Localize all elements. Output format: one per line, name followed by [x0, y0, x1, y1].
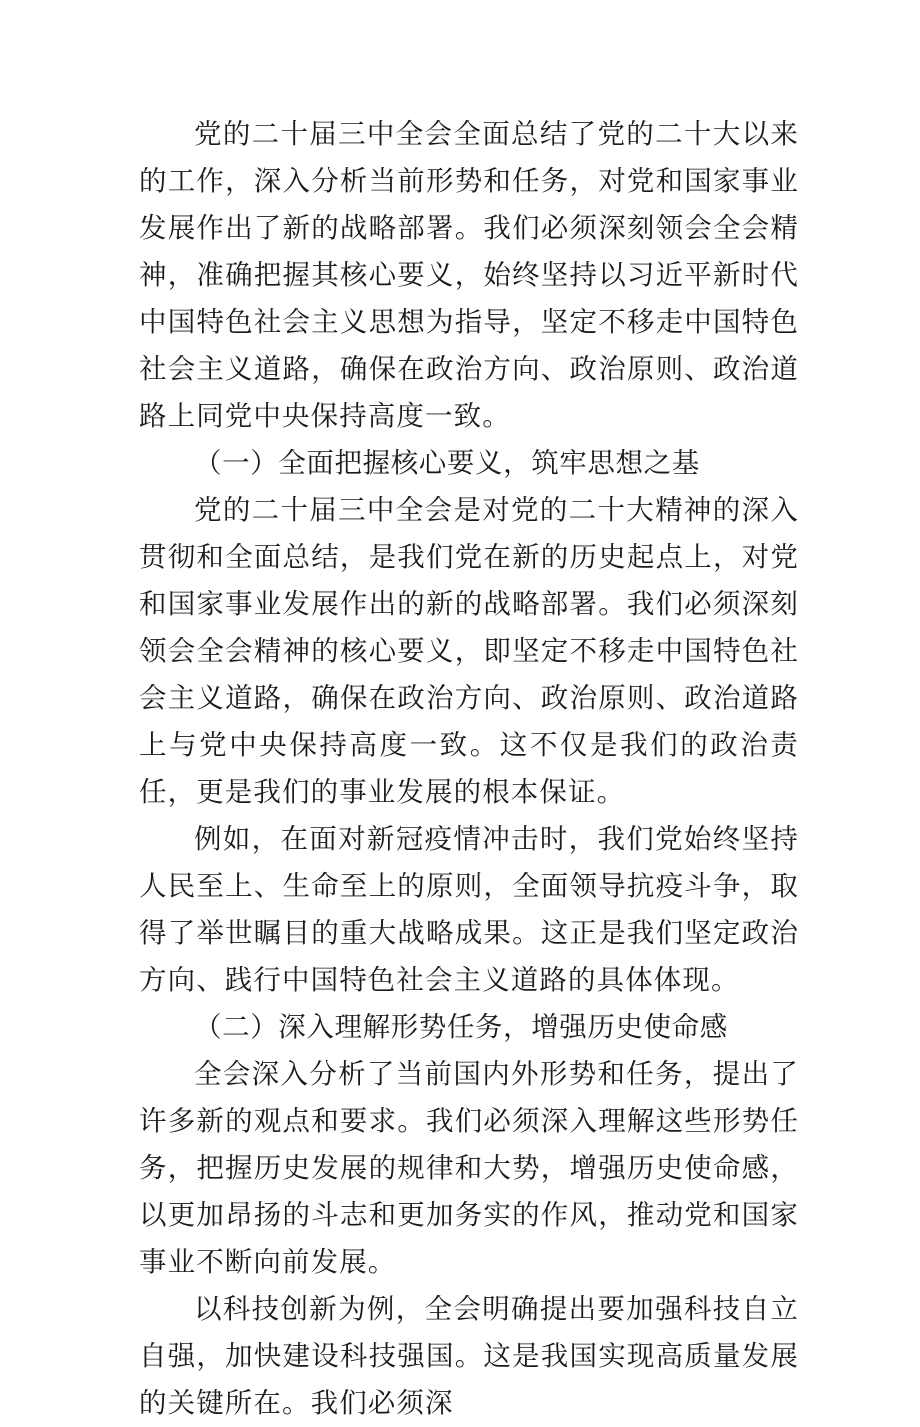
- paragraph-section1-body: 党的二十届三中全会是对党的二十大精神的深入贯彻和全面总结，是我们党在新的历史起点上，对党和国家事业发展作出的新的战略部署。我们必须深刻领会全会精神的核心要义，即坚定不移走中国特色社会主义道路，确保在政治方向、政治原则、政治道路上与党中央保持高度一致。这不仅是我们的政治责任，更是我们的事业发展的根本保证。: [139, 494, 799, 808]
- paragraph-section2-body: 全会深入分析了当前国内外形势和任务，提出了许多新的观点和要求。我们必须深入理解这些形势任务，把握历史发展的规律和大势，增强历史使命感，以更加昂扬的斗志和更加务实的作风，推动党和国家事业不断向前发展。: [139, 1058, 799, 1278]
- section-heading-1: （一）全面把握核心要义，筑牢思想之基: [194, 447, 700, 479]
- document-body: [139, 111, 799, 1427]
- paragraph-section1-example: 例如，在面对新冠疫情冲击时，我们党始终坚持人民至上、生命至上的原则，全面领导抗疫斗争，取得了举世瞩目的重大战略成果。这正是我们坚定政治方向、践行中国特色社会主义道路的具体体现。: [139, 823, 799, 996]
- paragraph-section2-example: 以科技创新为例，全会明确提出要加强科技自立自强，加快建设科技强国。这是我国实现高质量发展的关键所在。我们必须深: [139, 1293, 799, 1419]
- paragraph-intro: 党的二十届三中全会全面总结了党的二十大以来的工作，深入分析当前形势和任务，对党和国家事业发展作出了新的战略部署。我们必须深刻领会全会精神，准确把握其核心要义，始终坚持以习近平新时代中国特色社会主义思想为指导，坚定不移走中国特色社会主义道路，确保在政治方向、政治原则、政治道路上同党中央保持高度一致。: [139, 118, 799, 432]
- section-heading-2: （二）深入理解形势任务，增强历史使命感: [194, 1011, 728, 1043]
